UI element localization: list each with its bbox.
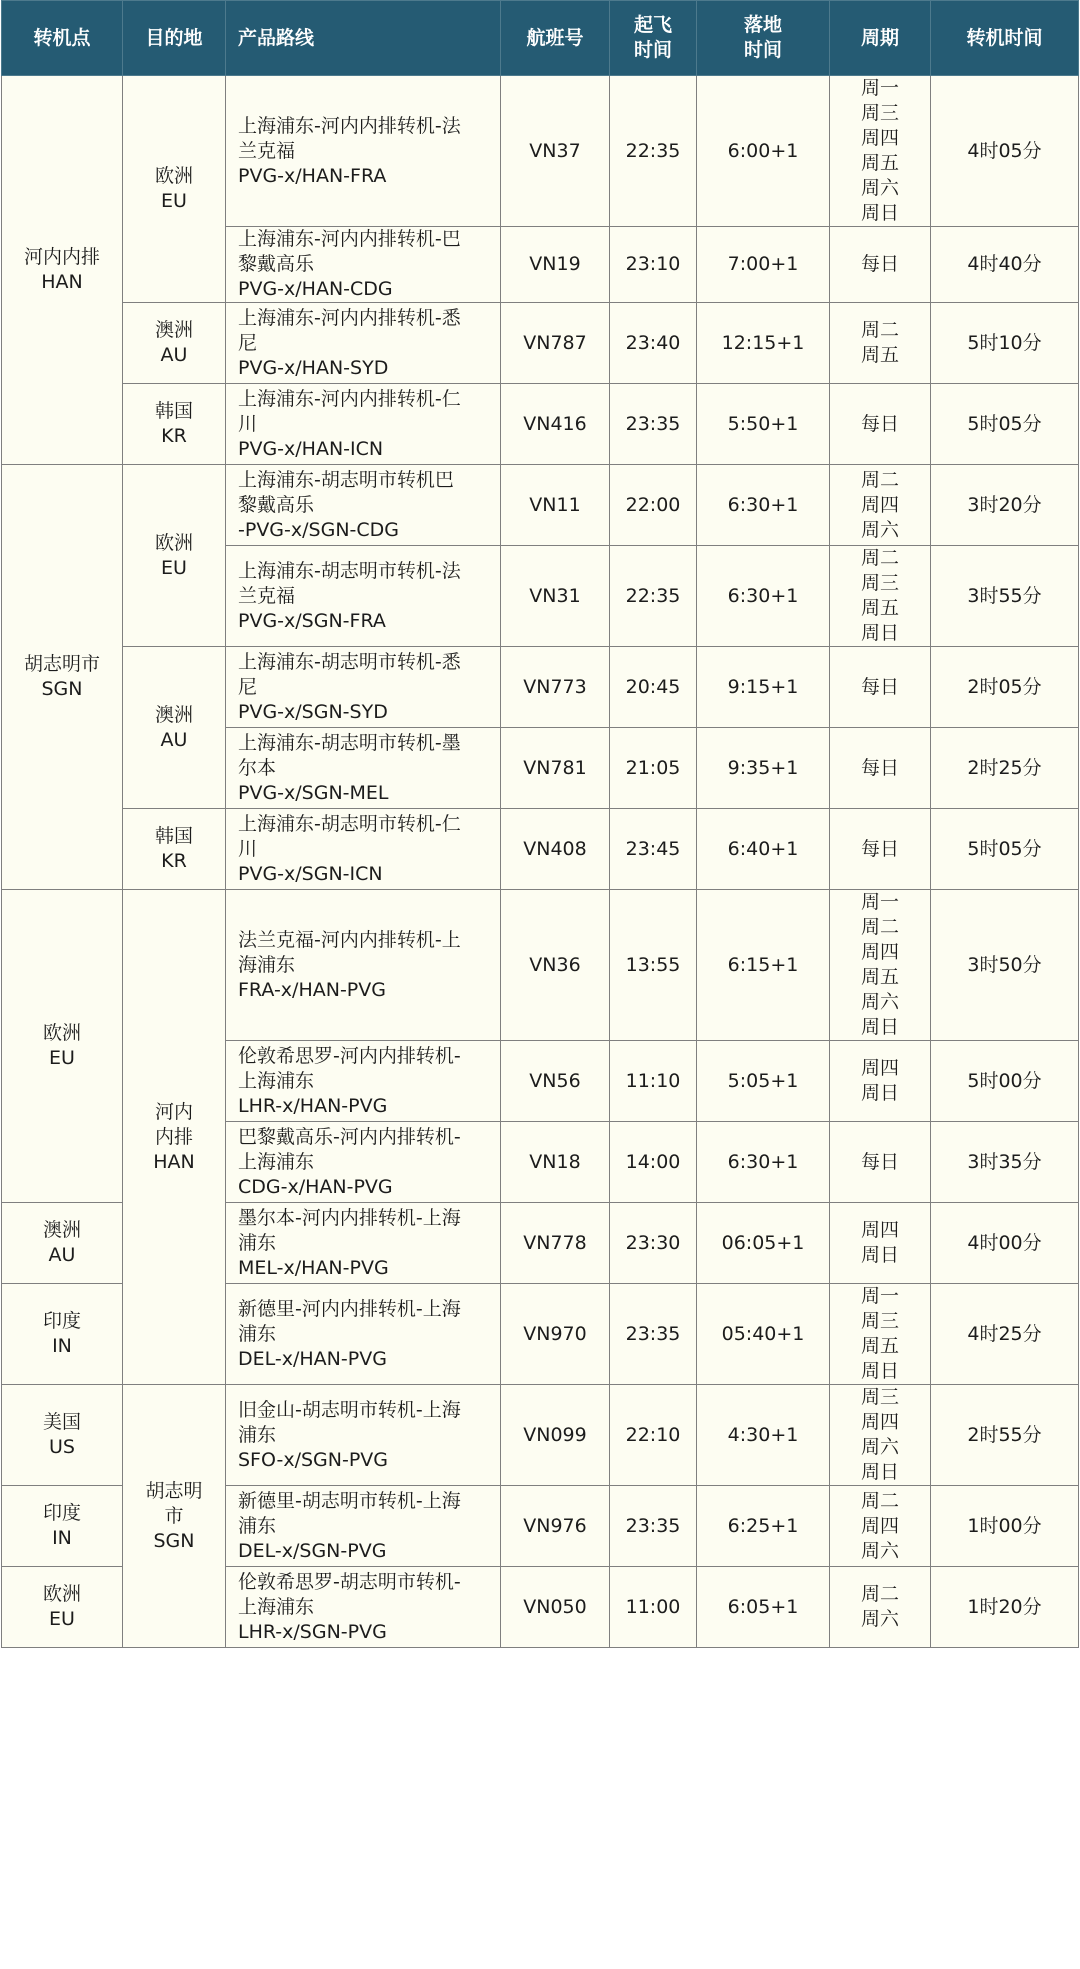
header-arrive-time (697, 1, 830, 76)
destination-cell-line: 澳洲 (154, 319, 193, 341)
table-row (2, 303, 1079, 384)
schedule-day: 周四 (860, 1514, 899, 1537)
schedule-day: 周二 (860, 916, 899, 938)
destination-cell-line: 欧洲 (154, 531, 193, 554)
depart-time-cell: 23:35 (610, 384, 697, 465)
table-row (2, 76, 1079, 227)
depart-time-cell: 22:35 (610, 546, 697, 647)
route-line: 川 (238, 837, 258, 860)
route-cell (226, 1041, 501, 1122)
schedule-day: 周五 (860, 152, 899, 174)
schedule-day: 周五 (860, 344, 899, 366)
schedule-day: 周二 (860, 319, 899, 341)
header-row (2, 1, 1079, 76)
header-route: 产品路线 (226, 1, 501, 76)
route-line: 上海浦东-河内内排转机-法 (238, 114, 461, 137)
route-line: 浦东 (238, 1231, 277, 1254)
transfer-point-cell (2, 1203, 123, 1284)
schedule-day: 周二 (860, 1489, 899, 1512)
depart-time-cell: 23:35 (610, 1284, 697, 1385)
schedule-day: 周一 (860, 77, 899, 99)
route-cell (226, 384, 501, 465)
flight-schedule-table (1, 0, 1079, 1648)
route-line: PVG-x/SGN-SYD (238, 700, 388, 723)
route-line: 上海浦东-胡志明市转机-墨 (238, 731, 461, 754)
arrive-time-cell: 06:05+1 (697, 1203, 830, 1284)
arrive-time-cell: 6:25+1 (697, 1486, 830, 1567)
schedule-days-cell (830, 76, 931, 227)
flight-number-cell: VN781 (501, 728, 610, 809)
transfer-point-cell-line: 印度 (42, 1310, 81, 1332)
route-line: 伦敦希思罗-胡志明市转机- (238, 1570, 461, 1593)
route-cell (226, 647, 501, 728)
transfer-time-cell: 5时05分 (931, 809, 1079, 890)
schedule-day: 周日 (860, 622, 899, 644)
route-cell (226, 1385, 501, 1486)
route-cell (226, 1122, 501, 1203)
flight-number-cell: VN36 (501, 890, 610, 1041)
schedule-day: 周日 (860, 1016, 899, 1038)
route-line: 伦敦希思罗-河内内排转机- (238, 1044, 461, 1067)
header-depart-time (610, 1, 697, 76)
table-row (2, 465, 1079, 546)
route-line: 浦东 (238, 1514, 277, 1537)
destination-cell (123, 890, 226, 1385)
schedule-days-cell (830, 227, 931, 303)
arrive-time-cell: 6:15+1 (697, 890, 830, 1041)
route-cell (226, 1486, 501, 1567)
schedule-day: 周六 (860, 1436, 899, 1458)
route-line: 上海浦东 (238, 1150, 315, 1173)
route-line: PVG-x/HAN-ICN (238, 437, 384, 460)
route-line: DEL-x/SGN-PVG (238, 1539, 387, 1562)
schedule-days-cell (830, 1122, 931, 1203)
route-line: 上海浦东 (238, 1595, 315, 1618)
transfer-point-cell-line: EU (49, 1047, 75, 1069)
schedule-day: 周三 (860, 572, 899, 594)
route-cell (226, 76, 501, 227)
route-line: -PVG-x/SGN-CDG (238, 518, 400, 541)
schedule-day: 周三 (860, 102, 899, 124)
flight-number-cell: VN050 (501, 1567, 610, 1648)
flight-number-cell: VN787 (501, 303, 610, 384)
depart-time-cell: 21:05 (610, 728, 697, 809)
schedule-day: 周五 (860, 1335, 899, 1357)
flight-number-cell: VN970 (501, 1284, 610, 1385)
destination-cell-line: 内排 (154, 1125, 193, 1148)
route-line: 黎戴高乐 (238, 253, 315, 275)
route-line: 黎戴高乐 (238, 493, 315, 516)
schedule-days-cell (830, 1041, 931, 1122)
destination-cell-line: 韩国 (154, 400, 193, 422)
schedule-day: 周四 (860, 1411, 899, 1433)
schedule-day: 周六 (860, 1608, 899, 1630)
destination-cell-line: 河内 (154, 1100, 193, 1123)
depart-time-cell: 20:45 (610, 647, 697, 728)
route-cell (226, 546, 501, 647)
transfer-time-cell: 5时10分 (931, 303, 1079, 384)
route-cell (226, 1567, 501, 1648)
transfer-point-cell-line: 印度 (42, 1502, 81, 1524)
destination-cell-line: KR (161, 425, 187, 447)
schedule-day: 周日 (860, 1360, 899, 1382)
flight-number-cell: VN31 (501, 546, 610, 647)
route-cell (226, 1203, 501, 1284)
schedule-days-cell (830, 384, 931, 465)
transfer-point-cell-line: IN (52, 1527, 72, 1549)
schedule-day: 每日 (860, 837, 899, 860)
flight-number-cell: VN11 (501, 465, 610, 546)
transfer-point-cell (2, 1284, 123, 1385)
schedule-day: 周二 (860, 547, 899, 569)
depart-time-cell: 23:10 (610, 227, 697, 303)
transfer-time-cell: 2时05分 (931, 647, 1079, 728)
destination-cell (123, 76, 226, 303)
route-line: 上海浦东-胡志明市转机巴 (238, 468, 454, 491)
transfer-point-cell (2, 1385, 123, 1486)
depart-time-cell: 22:35 (610, 76, 697, 227)
route-cell (226, 1284, 501, 1385)
route-line: PVG-x/HAN-FRA (238, 164, 387, 187)
flight-number-cell: VN773 (501, 647, 610, 728)
destination-cell (123, 303, 226, 384)
route-line: MEL-x/HAN-PVG (238, 1256, 389, 1279)
arrive-time-cell: 5:05+1 (697, 1041, 830, 1122)
transfer-time-cell: 4时40分 (931, 227, 1079, 303)
depart-time-cell: 22:00 (610, 465, 697, 546)
arrive-time-cell: 6:40+1 (697, 809, 830, 890)
schedule-day: 每日 (860, 1150, 899, 1173)
route-line: DEL-x/HAN-PVG (238, 1347, 387, 1370)
transfer-time-cell: 5时00分 (931, 1041, 1079, 1122)
flight-number-cell: VN56 (501, 1041, 610, 1122)
transfer-point-cell-line: 欧洲 (42, 1022, 81, 1044)
transfer-point-cell-line: 美国 (42, 1411, 81, 1433)
depart-time-cell: 13:55 (610, 890, 697, 1041)
depart-time-cell: 11:00 (610, 1567, 697, 1648)
schedule-days-cell (830, 1284, 931, 1385)
transfer-point-cell-line: AU (48, 1244, 76, 1266)
transfer-point-cell-line: US (49, 1436, 75, 1458)
transfer-time-cell: 1时20分 (931, 1567, 1079, 1648)
schedule-days-cell (830, 465, 931, 546)
schedule-days-cell (830, 1385, 931, 1486)
schedule-day: 周日 (860, 1461, 899, 1483)
destination-cell-line: 胡志明 (145, 1479, 203, 1502)
depart-time-cell: 23:40 (610, 303, 697, 384)
arrive-time-cell: 4:30+1 (697, 1385, 830, 1486)
table-row (2, 647, 1079, 728)
destination-cell-line: 欧洲 (154, 165, 193, 187)
destination-cell-line: AU (160, 344, 188, 366)
arrive-time-cell: 6:30+1 (697, 465, 830, 546)
flight-number-cell: VN408 (501, 809, 610, 890)
route-line: 上海浦东-河内内排转机-悉 (238, 306, 461, 329)
route-cell (226, 465, 501, 546)
schedule-days-cell (830, 890, 931, 1041)
schedule-days-cell (830, 546, 931, 647)
flight-number-cell: VN778 (501, 1203, 610, 1284)
schedule-day: 周六 (860, 177, 899, 199)
transfer-point-cell (2, 1486, 123, 1567)
header-destination: 目的地 (123, 1, 226, 76)
route-line: LHR-x/SGN-PVG (238, 1620, 387, 1643)
transfer-point-cell-line: EU (49, 1608, 75, 1630)
arrive-time-cell: 12:15+1 (697, 303, 830, 384)
arrive-time-cell: 6:05+1 (697, 1567, 830, 1648)
schedule-day: 每日 (860, 756, 899, 779)
route-line: 川 (238, 412, 258, 435)
table-row (2, 809, 1079, 890)
route-line: 兰克福 (238, 584, 296, 607)
route-cell (226, 809, 501, 890)
route-line: 新德里-胡志明市转机-上海 (238, 1489, 461, 1512)
schedule-table-container (1, 0, 1079, 1648)
arrive-time-cell: 5:50+1 (697, 384, 830, 465)
route-line: 上海浦东-胡志明市转机-悉 (238, 650, 461, 673)
route-line: 尔本 (238, 756, 277, 779)
transfer-point-cell-line: IN (52, 1335, 72, 1357)
route-line: PVG-x/SGN-ICN (238, 862, 383, 885)
table-body (2, 76, 1079, 1648)
schedule-day: 周一 (860, 1285, 899, 1307)
route-line: 尼 (238, 675, 258, 698)
destination-cell-line: AU (160, 728, 188, 751)
transfer-point-cell-line: 欧洲 (42, 1583, 81, 1605)
schedule-day: 周六 (860, 518, 899, 541)
route-line: 巴黎戴高乐-河内内排转机- (238, 1125, 461, 1148)
route-line: 尼 (238, 331, 258, 354)
destination-cell-line: 市 (164, 1504, 184, 1527)
schedule-day: 周一 (860, 891, 899, 913)
schedule-days-cell (830, 303, 931, 384)
schedule-day: 周日 (860, 1082, 899, 1104)
route-line: 海浦东 (238, 953, 296, 976)
flight-number-cell: VN416 (501, 384, 610, 465)
route-line: 浦东 (238, 1322, 277, 1345)
route-line: 浦东 (238, 1423, 277, 1446)
schedule-day: 周三 (860, 1386, 899, 1408)
schedule-day: 每日 (860, 253, 899, 275)
header-flight-no: 航班号 (501, 1, 610, 76)
route-line: PVG-x/SGN-FRA (238, 609, 386, 632)
header-depart-l1: 起飞 (633, 14, 672, 36)
route-cell (226, 303, 501, 384)
route-line: 上海浦东-胡志明市转机-法 (238, 559, 461, 582)
schedule-day: 周四 (860, 493, 899, 516)
flight-number-cell: VN18 (501, 1122, 610, 1203)
arrive-time-cell: 9:15+1 (697, 647, 830, 728)
route-line: 上海浦东 (238, 1069, 315, 1092)
schedule-day: 周六 (860, 1539, 899, 1562)
transfer-point-cell (2, 1567, 123, 1648)
depart-time-cell: 14:00 (610, 1122, 697, 1203)
schedule-day: 周四 (860, 127, 899, 149)
destination-cell-line: EU (161, 556, 187, 579)
transfer-point-cell-line: 胡志明市 (23, 653, 100, 675)
arrive-time-cell: 6:30+1 (697, 1122, 830, 1203)
schedule-day: 周日 (860, 1244, 899, 1266)
flight-number-cell: VN19 (501, 227, 610, 303)
table-row (2, 1385, 1079, 1486)
depart-time-cell: 11:10 (610, 1041, 697, 1122)
transfer-point-cell-line: 河内内排 (23, 246, 100, 268)
route-line: PVG-x/HAN-CDG (238, 278, 393, 300)
schedule-day: 周三 (860, 1310, 899, 1332)
transfer-time-cell: 3时55分 (931, 546, 1079, 647)
destination-cell-line: 澳洲 (154, 703, 193, 726)
flight-number-cell: VN099 (501, 1385, 610, 1486)
transfer-point-cell (2, 465, 123, 890)
header-schedule: 周期 (830, 1, 931, 76)
route-line: SFO-x/SGN-PVG (238, 1448, 389, 1471)
transfer-time-cell: 4时00分 (931, 1203, 1079, 1284)
destination-cell (123, 465, 226, 647)
schedule-days-cell (830, 809, 931, 890)
destination-cell-line: KR (161, 850, 187, 872)
depart-time-cell: 23:30 (610, 1203, 697, 1284)
schedule-day: 周四 (860, 1219, 899, 1241)
destination-cell (123, 809, 226, 890)
route-line: 上海浦东-胡志明市转机-仁 (238, 812, 461, 835)
transfer-time-cell: 2时55分 (931, 1385, 1079, 1486)
route-line: 兰克福 (238, 139, 296, 162)
schedule-day: 周四 (860, 941, 899, 963)
depart-time-cell: 23:45 (610, 809, 697, 890)
header-arrive-l1: 落地 (743, 14, 782, 36)
arrive-time-cell: 05:40+1 (697, 1284, 830, 1385)
schedule-day: 周五 (860, 597, 899, 619)
schedule-day: 周四 (860, 1057, 899, 1079)
transfer-time-cell: 4时05分 (931, 76, 1079, 227)
arrive-time-cell: 6:30+1 (697, 546, 830, 647)
transfer-time-cell: 1时00分 (931, 1486, 1079, 1567)
destination-cell-line: EU (161, 190, 187, 212)
schedule-day: 周二 (860, 1583, 899, 1605)
route-cell (226, 728, 501, 809)
route-line: 墨尔本-河内内排转机-上海 (238, 1206, 461, 1229)
schedule-days-cell (830, 1567, 931, 1648)
route-line: CDG-x/HAN-PVG (238, 1175, 393, 1198)
header-depart-l2: 时间 (633, 39, 672, 61)
route-line: 旧金山-胡志明市转机-上海 (238, 1398, 461, 1421)
route-line: FRA-x/HAN-PVG (238, 978, 386, 1001)
arrive-time-cell: 9:35+1 (697, 728, 830, 809)
schedule-days-cell (830, 728, 931, 809)
schedule-day: 周六 (860, 991, 899, 1013)
route-line: 上海浦东-河内内排转机-巴 (238, 228, 461, 250)
transfer-time-cell: 4时25分 (931, 1284, 1079, 1385)
destination-cell-line: HAN (153, 1150, 195, 1173)
route-line: 上海浦东-河内内排转机-仁 (238, 387, 461, 410)
schedule-day: 周二 (860, 468, 899, 491)
transfer-point-cell-line: SGN (41, 678, 83, 700)
flight-number-cell: VN37 (501, 76, 610, 227)
arrive-time-cell: 7:00+1 (697, 227, 830, 303)
destination-cell-line: 韩国 (154, 825, 193, 847)
route-line: 法兰克福-河内内排转机-上 (238, 928, 461, 951)
destination-cell (123, 384, 226, 465)
schedule-day: 每日 (860, 675, 899, 698)
schedule-day: 每日 (860, 412, 899, 435)
table-row (2, 384, 1079, 465)
destination-cell (123, 647, 226, 809)
route-line: PVG-x/SGN-MEL (238, 781, 389, 804)
depart-time-cell: 22:10 (610, 1385, 697, 1486)
transfer-point-cell-line: HAN (41, 271, 83, 293)
transfer-point-cell-line: 澳洲 (42, 1219, 81, 1241)
table-row (2, 890, 1079, 1041)
transfer-time-cell: 5时05分 (931, 384, 1079, 465)
transfer-point-cell (2, 76, 123, 465)
header-arrive-l2: 时间 (743, 39, 782, 61)
route-line: 新德里-河内内排转机-上海 (238, 1297, 461, 1320)
schedule-days-cell (830, 647, 931, 728)
schedule-day: 周日 (860, 202, 899, 224)
destination-cell (123, 1385, 226, 1648)
route-line: PVG-x/HAN-SYD (238, 356, 389, 379)
route-cell (226, 227, 501, 303)
schedule-days-cell (830, 1486, 931, 1567)
schedule-days-cell (830, 1203, 931, 1284)
transfer-time-cell: 3时35分 (931, 1122, 1079, 1203)
transfer-time-cell: 3时20分 (931, 465, 1079, 546)
depart-time-cell: 23:35 (610, 1486, 697, 1567)
schedule-day: 周五 (860, 966, 899, 988)
transfer-point-cell (2, 890, 123, 1203)
route-line: LHR-x/HAN-PVG (238, 1094, 388, 1117)
transfer-time-cell: 3时50分 (931, 890, 1079, 1041)
route-cell (226, 890, 501, 1041)
destination-cell-line: SGN (153, 1529, 195, 1552)
header-transfer-time: 转机时间 (931, 1, 1079, 76)
transfer-time-cell: 2时25分 (931, 728, 1079, 809)
arrive-time-cell: 6:00+1 (697, 76, 830, 227)
header-transfer-point: 转机点 (2, 1, 123, 76)
flight-number-cell: VN976 (501, 1486, 610, 1567)
